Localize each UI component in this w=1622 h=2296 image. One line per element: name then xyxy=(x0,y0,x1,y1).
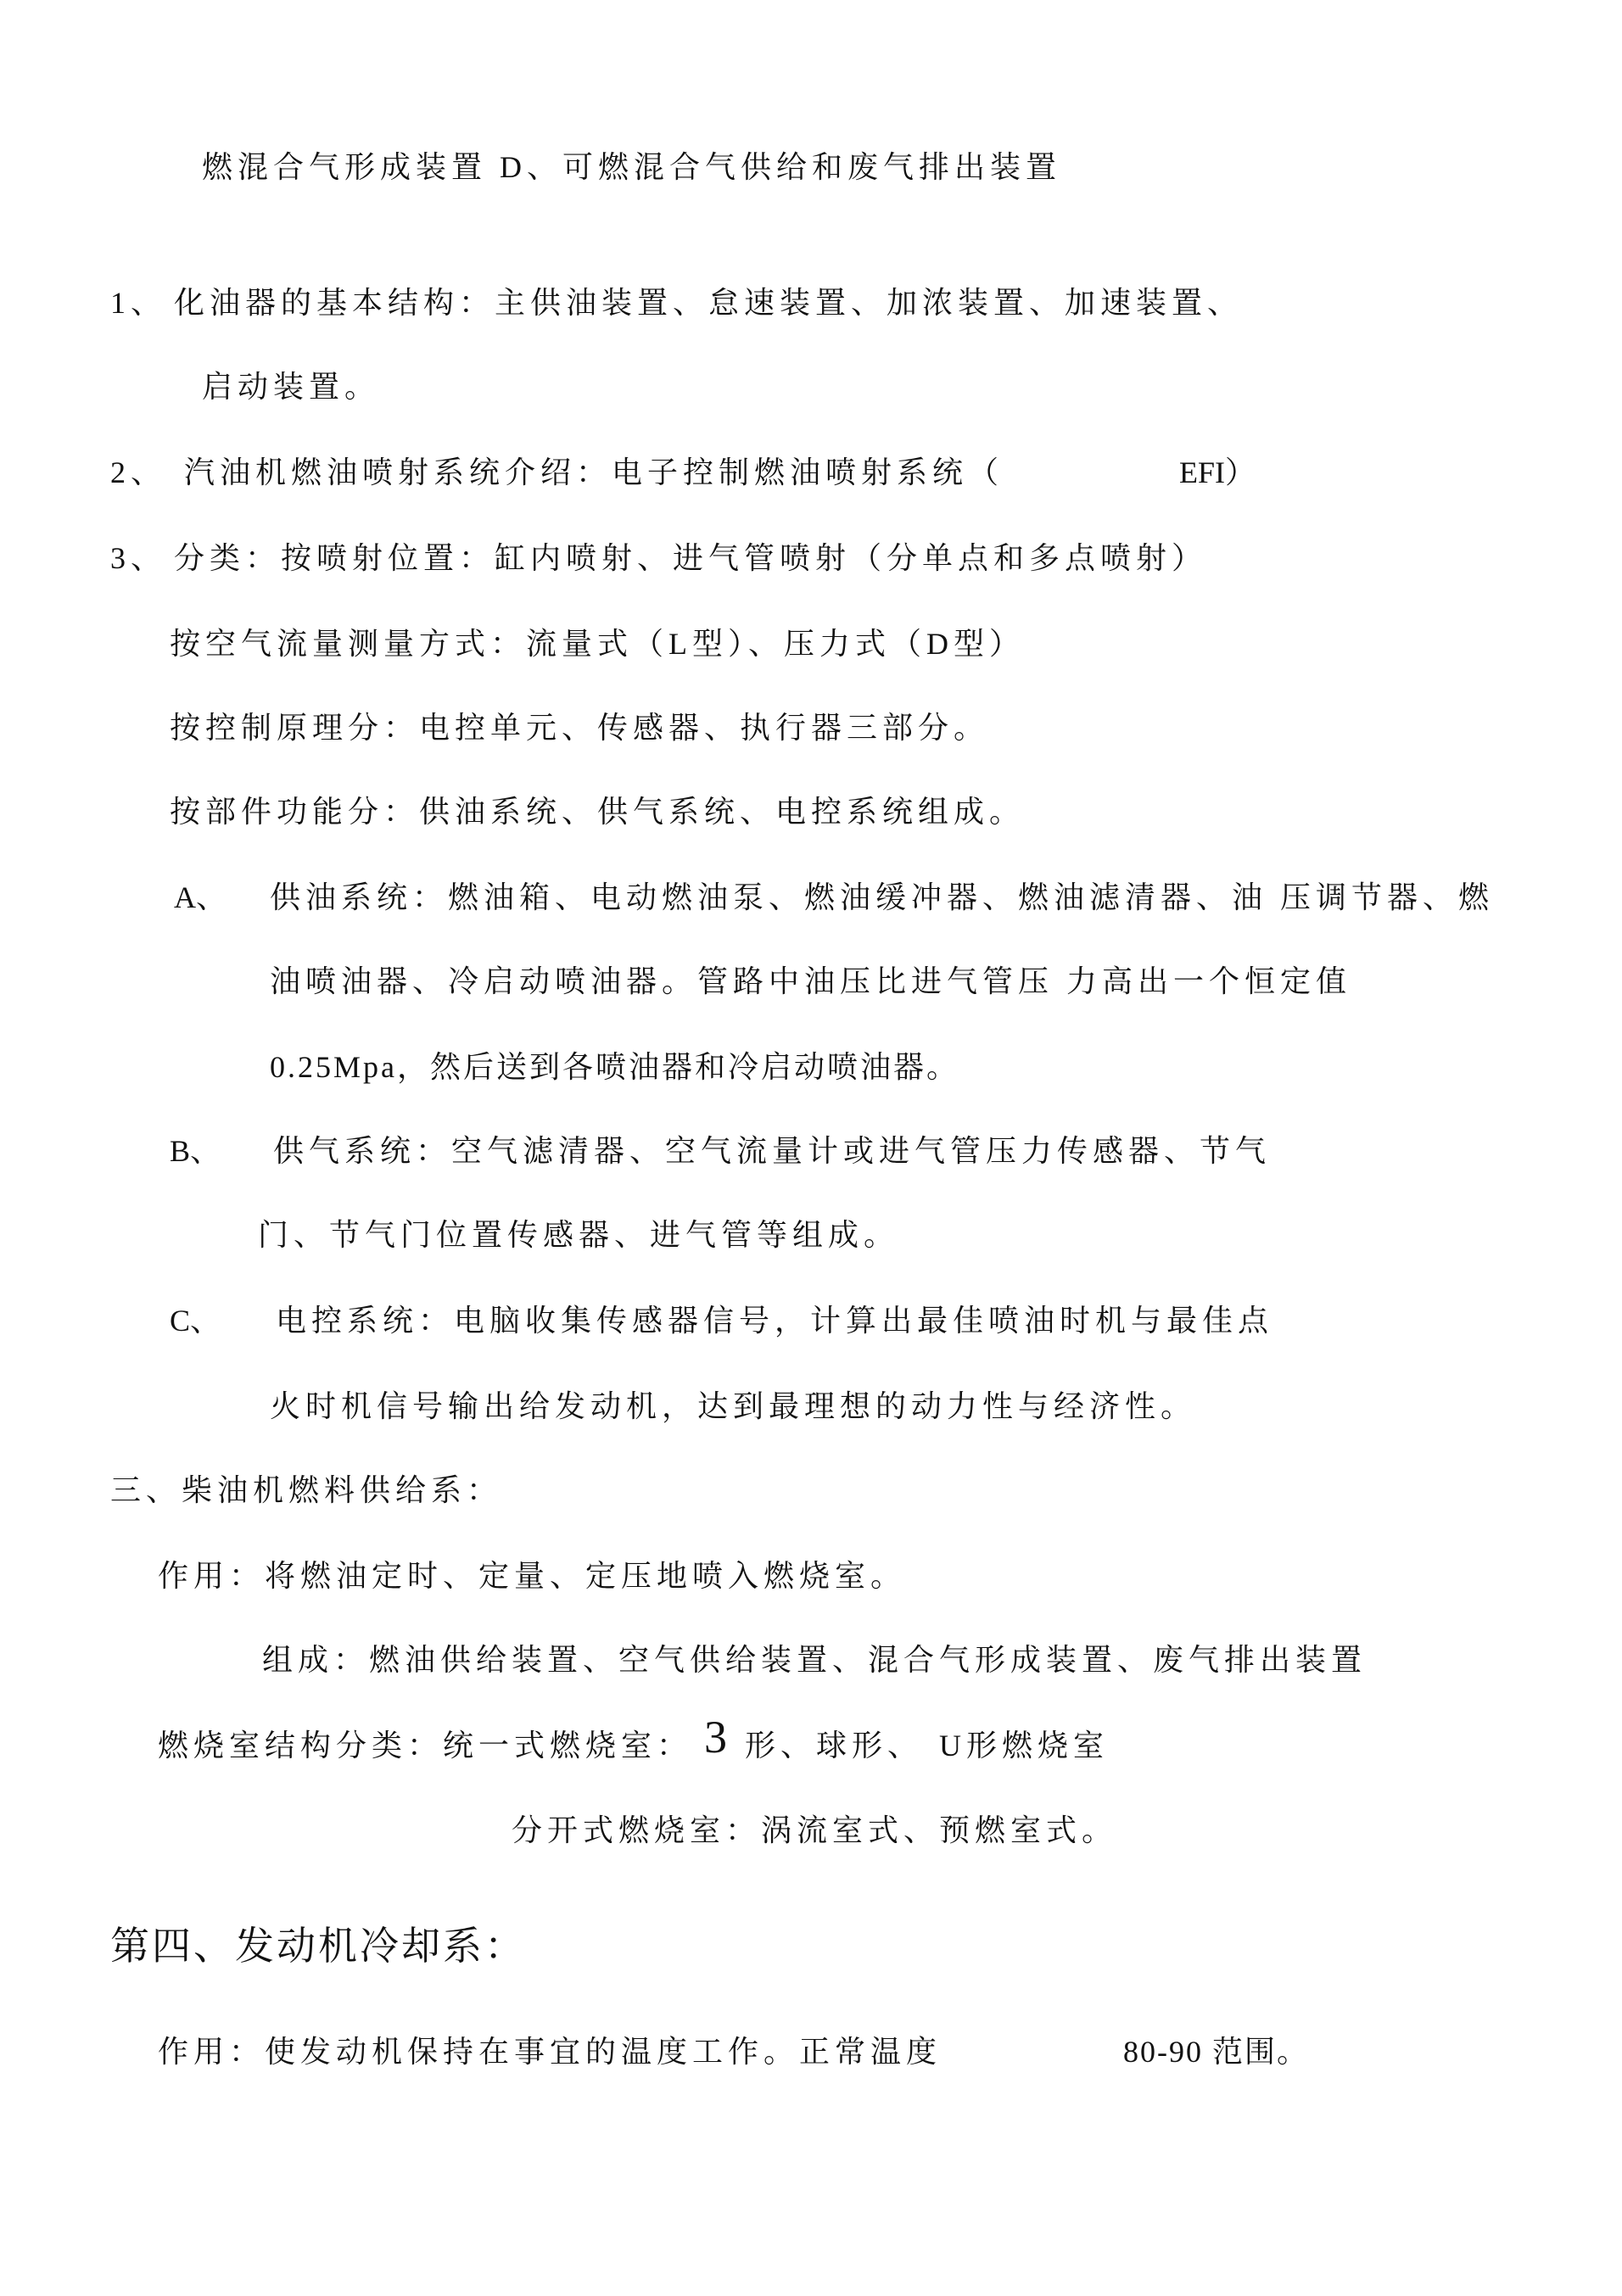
system-c-label: C、 xyxy=(170,1304,221,1338)
diesel-composition: 组成：燃油供给装置、空气供给装置、混合气形成装置、废气排出装置 xyxy=(262,1643,1368,1677)
cooling-function: 作用：使发动机保持在事宜的温度工作。正常温度 xyxy=(158,2035,942,2069)
system-b-line-2: 门、节气门位置传感器、进气管等组成。 xyxy=(258,1218,900,1252)
cooling-range: 80-90 范围。 xyxy=(1123,2035,1309,2069)
item-3-number: 3、 xyxy=(110,541,167,575)
cooling-heading: 第四、发动机冷却系： xyxy=(110,1925,526,1968)
classify-control: 按控制原理分：电控单元、传感器、执行器三部分。 xyxy=(170,711,990,745)
system-a-label: A、 xyxy=(174,880,227,914)
chamber-unified-u: U形燃烧室 xyxy=(939,1729,1109,1763)
classify-airflow: 按空气流量测量方式：流量式（L型）、压力式（D型） xyxy=(170,627,1025,661)
classify-components: 按部件功能分：供油系统、供气系统、电控系统组成。 xyxy=(170,795,1026,829)
item-2-efi: EFI） xyxy=(1179,455,1256,489)
system-a-line-1: 供油系统：燃油箱、电动燃油泵、燃油缓冲器、燃油滤清器、油 压调节器、燃 xyxy=(270,880,1495,914)
chamber-unified-shape-symbol: 3 xyxy=(704,1712,727,1763)
system-a-line-2: 油喷油器、冷启动喷油器。管路中油压比进气管压 力高出一个恒定值 xyxy=(270,964,1352,998)
system-a-line-3: 0.25Mpa，然后送到各喷油器和冷启动喷油器。 xyxy=(270,1050,959,1084)
system-b-line-1: 供气系统：空气滤清器、空气流量计或进气管压力传感器、节气 xyxy=(273,1134,1272,1168)
diesel-heading: 三、柴油机燃料供给系： xyxy=(110,1473,503,1507)
chamber-unified-shapes: 形、球形、 xyxy=(745,1729,924,1763)
item-1-text: 化油器的基本结构：主供油装置、怠速装置、加浓装置、加速装置、 xyxy=(174,286,1244,320)
diesel-function: 作用：将燃油定时、定量、定压地喷入燃烧室。 xyxy=(158,1559,907,1593)
system-c-line-2: 火时机信号输出给发动机，达到最理想的动力性与经济性。 xyxy=(270,1389,1197,1423)
item-2-text: 汽油机燃油喷射系统介绍：电子控制燃油喷射系统（ xyxy=(184,455,1004,489)
item-2-number: 2、 xyxy=(110,455,167,489)
item-1-continuation: 启动装置。 xyxy=(202,370,381,404)
system-b-label: B、 xyxy=(170,1134,221,1168)
intro-line: 燃混合气形成装置 D、可燃混合气供给和废气排出装置 xyxy=(202,150,1061,184)
chamber-unified-prefix: 燃烧室结构分类：统一式燃烧室： xyxy=(158,1729,693,1763)
item-3-text: 分类：按喷射位置：缸内喷射、进气管喷射（分单点和多点喷射） xyxy=(174,541,1208,575)
item-1-number: 1、 xyxy=(110,286,167,320)
chamber-split: 分开式燃烧室：涡流室式、预燃室式。 xyxy=(512,1813,1118,1847)
system-c-line-1: 电控系统：电脑收集传感器信号，计算出最佳喷油时机与最佳点 xyxy=(276,1304,1274,1338)
